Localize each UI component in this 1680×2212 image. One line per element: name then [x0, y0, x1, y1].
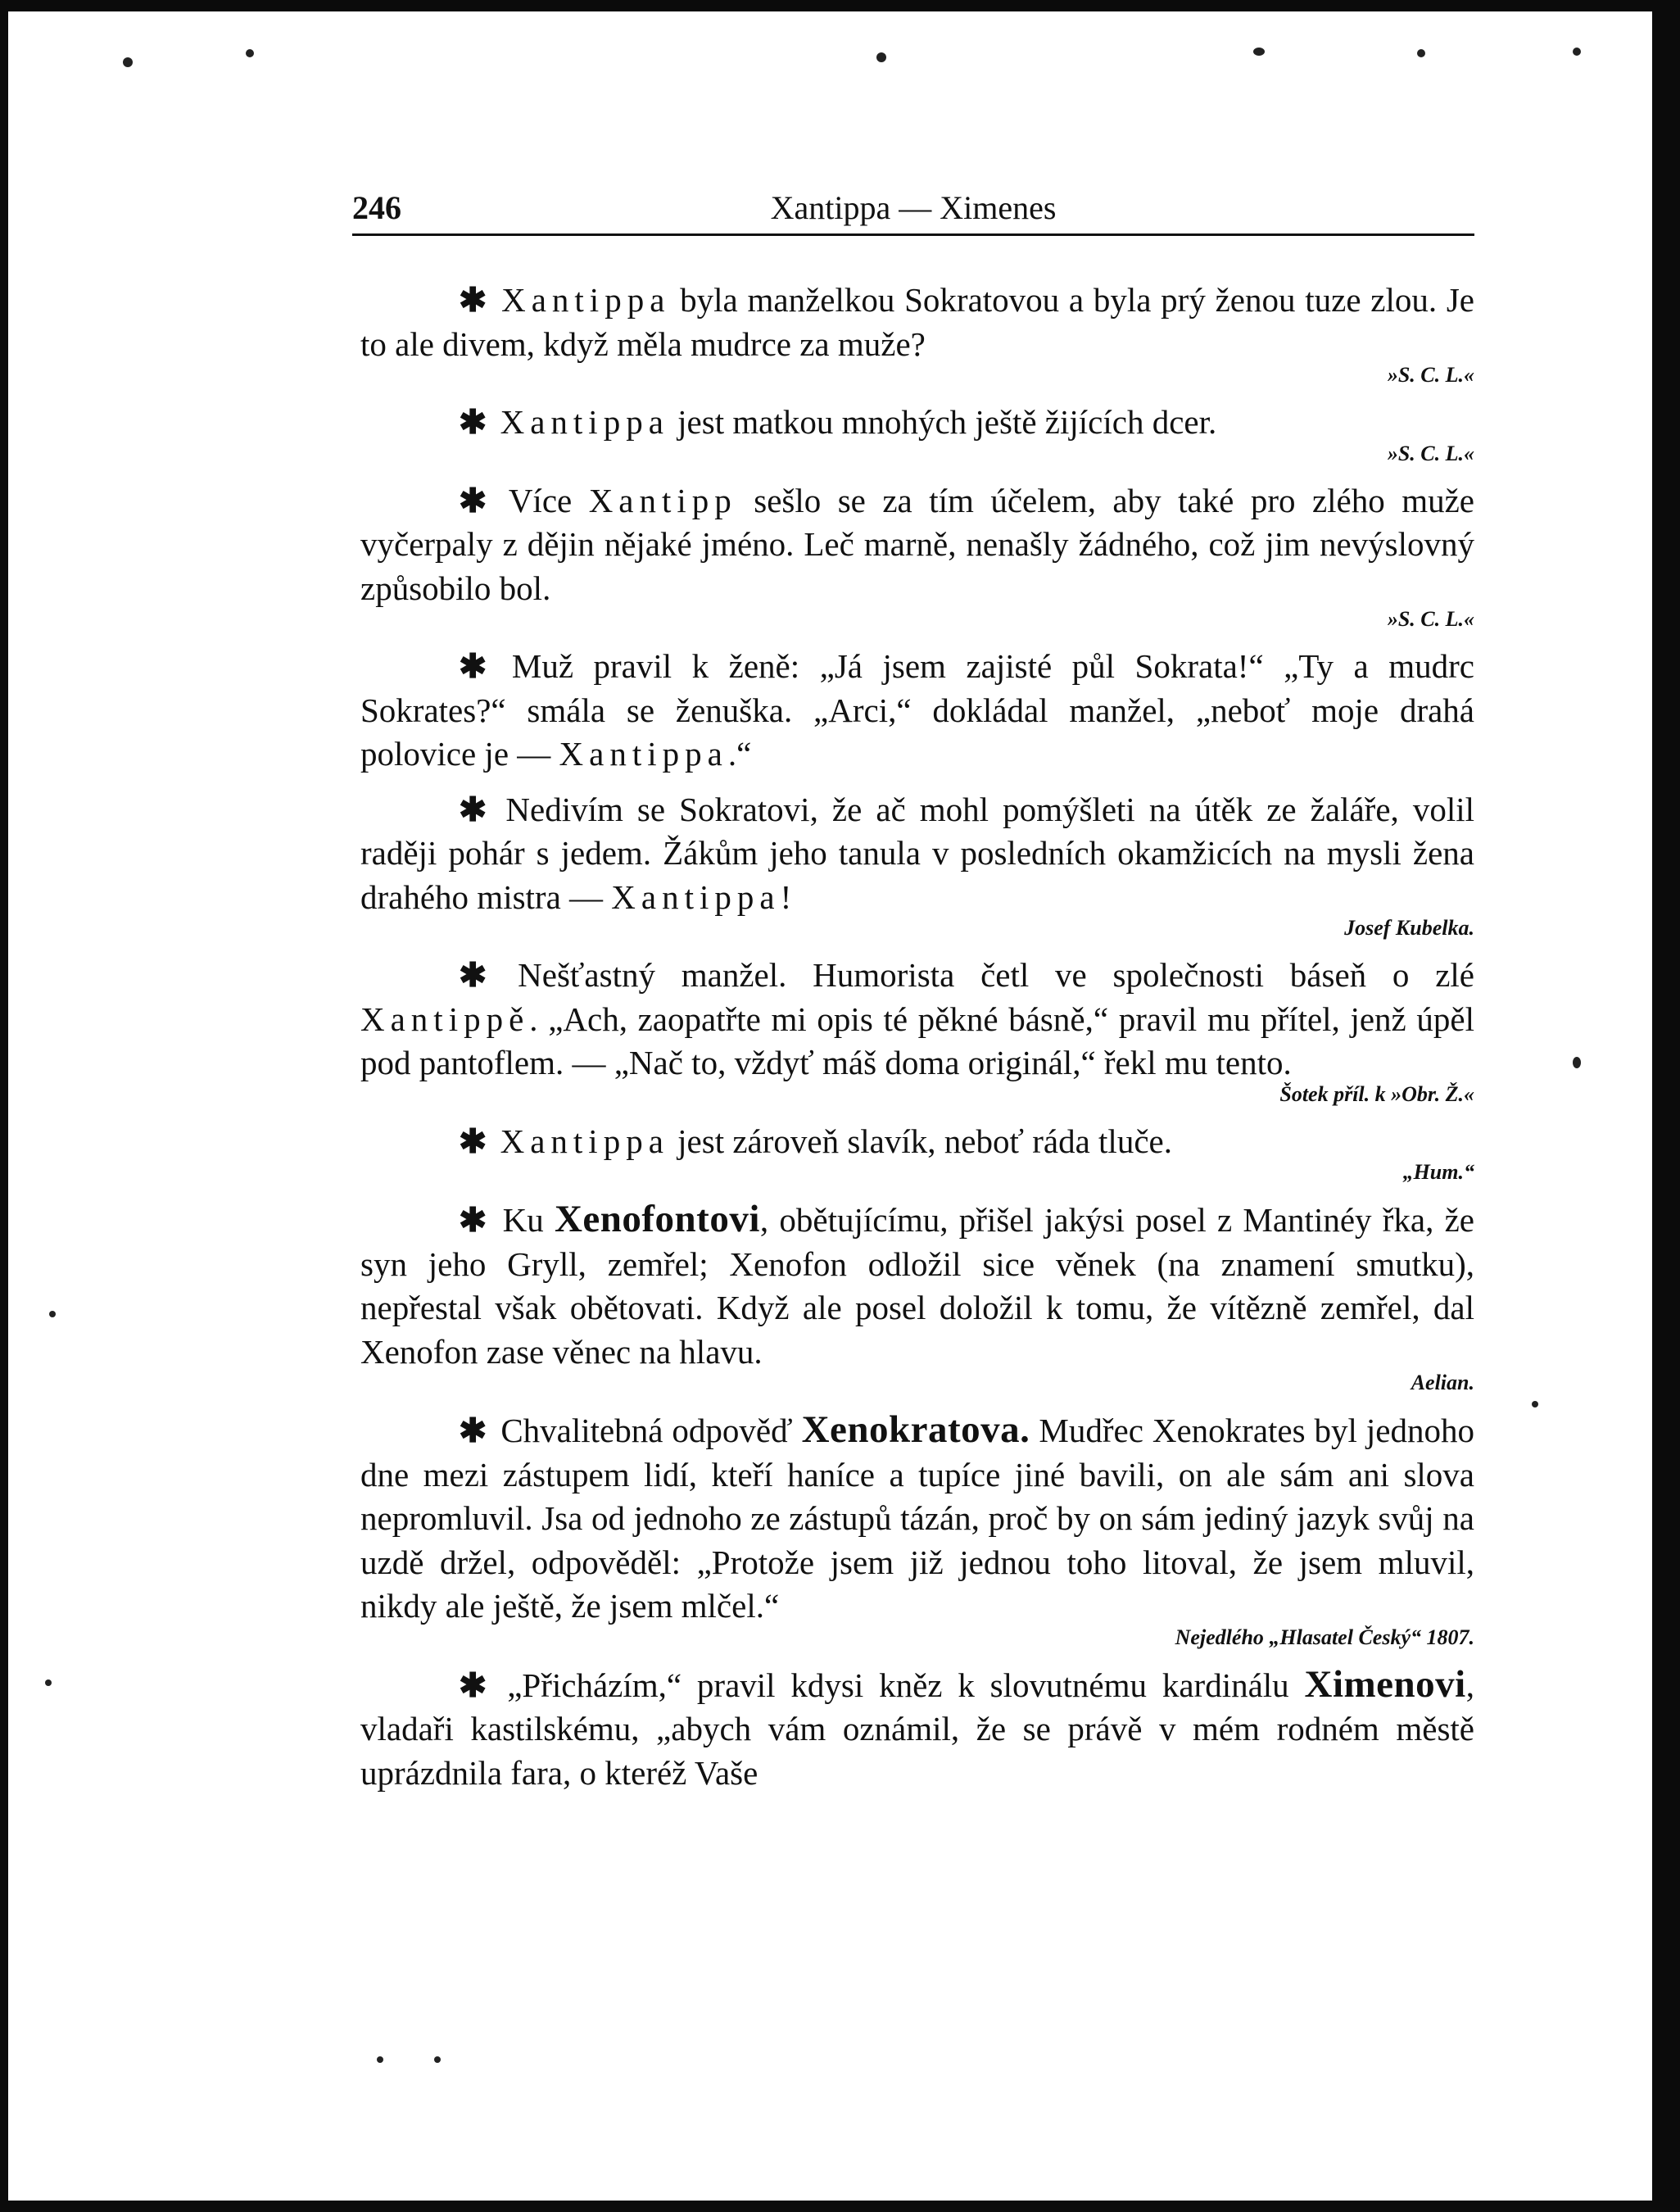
anecdote-text [360, 1198, 1474, 1374]
asterisk-icon: ✱ [459, 1122, 496, 1160]
anecdote-text [360, 479, 1474, 611]
scan-speck [1417, 49, 1425, 57]
scan-speck [1573, 1057, 1581, 1068]
emphasized-name: Xantippa [611, 877, 781, 916]
text-run: „Přicházím,“ pravil kdysi kněz k slovutnému kardinálu [507, 1666, 1305, 1704]
emphasized-name: Xantippa [559, 735, 728, 773]
text-run: Více [508, 481, 589, 519]
anecdote-entry [360, 479, 1474, 634]
anecdote-text [360, 1663, 1474, 1796]
scan-speck [246, 49, 254, 57]
anecdote-entry [360, 279, 1474, 389]
anecdote-entry [360, 401, 1474, 468]
anecdote-entry [360, 1408, 1474, 1652]
source-attribution: Josef Kubelka. [1344, 916, 1474, 940]
asterisk-icon: ✱ [459, 1666, 503, 1704]
asterisk-icon: ✱ [459, 481, 504, 519]
anecdote-entry [360, 1120, 1474, 1187]
page-header [352, 184, 1474, 236]
scan-speck [49, 1311, 56, 1317]
emphasized-name: Xantipp [588, 481, 737, 519]
text-run: Nedivím se Sokratovi, že ač mohl pomýšleti na útěk ze žaláře, volil raději pohár s jedem. Žákům jeho tanula v posledních okamžicích na mysli žena drahého mistra — [360, 790, 1474, 916]
text-run: Nešťastný manžel. Humorista četl ve společnosti báseň o zlé [518, 956, 1475, 994]
scan-speck [377, 2056, 383, 2063]
scan-speck [45, 1679, 52, 1686]
text-run: Ku [502, 1201, 555, 1239]
asterisk-icon: ✱ [459, 1201, 498, 1239]
anecdote-text [360, 1120, 1474, 1164]
text-run: byla manželkou Sokratovou a byla prý ženou tuze zlou. Je to ale divem, když měla mudrce za muže? [360, 281, 1475, 363]
scan-speck [1573, 48, 1581, 56]
text-run: sešlo se za tím účelem, aby také pro zlého muže vyčerpaly z dějin nějaké jméno. Leč marně, nenašly žádného, což jim nevýslovný způsobilo bol. [360, 481, 1475, 607]
asterisk-icon: ✱ [459, 956, 514, 994]
asterisk-icon: ✱ [459, 790, 501, 828]
text-run: Mudřec Xenokrates byl jednoho dne mezi zástupem lidí, kteří haníce a tupíce jiné bavili, on ale sám ani slova nepromluvil. Jsa od jednoho ze zástupů tázán, proč by on sám jediný jazyk svůj na uzdě držel, odpověděl: „Protože jsem již jednou toho litoval, že jsem mluvil, nikdy ale ještě, že jsem mlčel.“ [360, 1412, 1474, 1625]
anecdote-text [360, 1408, 1474, 1629]
anecdote-entry [360, 645, 1474, 777]
source-attribution: Aelian. [1411, 1371, 1474, 1394]
scan-border-bottom [0, 2201, 1680, 2212]
scan-speck [1532, 1401, 1538, 1407]
anecdote-text [360, 954, 1474, 1086]
emphasized-name: Xantippa [500, 403, 669, 441]
emphasized-name: Xantippa [500, 1122, 669, 1160]
headword: Xenokratova. [801, 1408, 1030, 1451]
anecdote-text [360, 279, 1474, 366]
text-run: jest matkou mnohých ještě žijících dcer. [668, 403, 1217, 441]
scan-speck [876, 52, 886, 62]
source-attribution: »S. C. L.« [1387, 607, 1474, 631]
text-run: jest zároveň slavík, neboť ráda tluče. [668, 1122, 1172, 1160]
scan-speck [1253, 48, 1265, 56]
text-run: Muž pravil k ženě: „Já jsem zajisté půl Sokrata!“ „Ty a mudrc Sokrates?“ smála se ženuška. „Arci,“ dokládal manžel, „neboť moje drahá polovice je — [360, 647, 1474, 773]
scan-border-left [0, 0, 8, 2212]
text-run: .“ [727, 735, 752, 773]
headword: Ximenovi [1304, 1662, 1466, 1706]
scan-speck [434, 2056, 441, 2063]
anecdote-entry [360, 788, 1474, 943]
emphasized-name: Xantippa [501, 281, 671, 319]
headword: Xenofontovi [554, 1198, 760, 1240]
page-number: 246 [352, 189, 401, 226]
anecdote-entry [360, 954, 1474, 1108]
anecdote-entry [360, 1198, 1474, 1397]
scan-border-top [0, 0, 1680, 11]
anecdote-text [360, 401, 1474, 445]
text-run: Chvalitebná odpověď [500, 1412, 802, 1449]
anecdote-entry [360, 1663, 1474, 1796]
page-content [360, 279, 1474, 1806]
anecdote-text [360, 645, 1474, 777]
anecdote-text [360, 788, 1474, 920]
scan-speck [123, 57, 133, 67]
asterisk-icon: ✱ [459, 647, 507, 685]
asterisk-icon: ✱ [459, 281, 497, 319]
source-attribution: Nejedlého „Hlasatel Český“ 1807. [1175, 1625, 1474, 1649]
source-attribution: »S. C. L.« [1387, 363, 1474, 387]
text-run: ! [780, 877, 792, 916]
running-title: Xantippa — Ximenes [770, 189, 1057, 226]
source-attribution: Šotek příl. k »Obr. Ž.« [1279, 1081, 1474, 1106]
asterisk-icon: ✱ [459, 1412, 496, 1449]
text-run: , vladaři kastilskému, „abych vám oznámil, že se právě v mém rodném městě uprázdnila fara, o kteréž Vaše [360, 1666, 1474, 1792]
text-run: . „Ach, zaopatřte mi opis té pěkné básně,“ pravil mu přítel, jenž úpěl pod pantoflem. — „Nač to, vždyť máš doma originál,“ řekl mu tento. [360, 999, 1474, 1081]
source-attribution: „Hum.“ [1402, 1160, 1474, 1184]
asterisk-icon: ✱ [459, 403, 496, 441]
text-run: , obětujícímu, přišel jakýsi posel z Mantinéy řka, že syn jeho Gryll, zemřel; Xenofon odložil sice věnek (na znamení smutku), nepřestal však obětovati. Když ale posel doložil k tomu, že vítězně zemřel, dal Xenofon zase věnec na hlavu. [360, 1201, 1475, 1371]
source-attribution: »S. C. L.« [1387, 441, 1474, 465]
scan-border-right [1652, 0, 1680, 2212]
emphasized-name: Xantippě [360, 999, 530, 1038]
